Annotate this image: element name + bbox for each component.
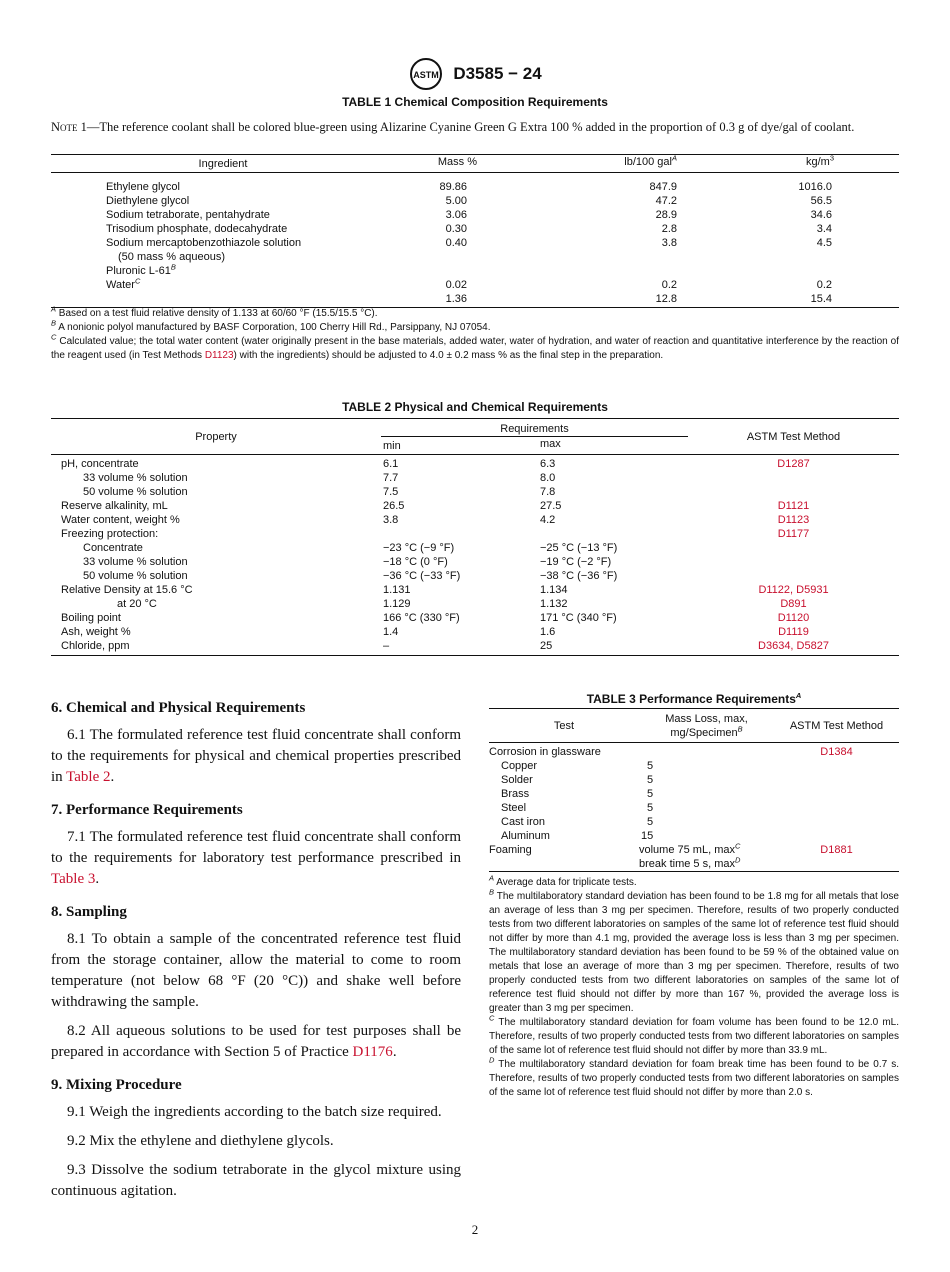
table-row: Corrosion in glassware D1384 xyxy=(489,743,899,760)
page-header xyxy=(0,56,950,92)
table-row: Freezing protection: D1177 xyxy=(51,527,899,541)
section-6-title: 6. Chemical and Physical Requirements xyxy=(51,700,306,716)
link-d1123[interactable]: D1123 xyxy=(204,350,234,361)
col-requirements: Requirements xyxy=(381,419,688,437)
footnote: $^C$ Calculated value; the total water content (water originally present in the base materials, added water, water of hydration, and water of reaction and quantitative interference by the reaction of the reagent used (in Test Methods D1123) with the ingredients) should be adjusted to 4.0 ± 0.2 mass % as the final step in the preparation. xyxy=(51,332,899,361)
table-row: 33 volume % solution −18 °C (0 °F) −19 °C (−2 °F) xyxy=(51,555,899,569)
section-9-title: 9. Mixing Procedure xyxy=(51,1077,182,1093)
table-row: (50 mass % aqueous) xyxy=(118,251,225,263)
table-row: Chloride, ppm – 25 D3634, D5827 xyxy=(51,639,899,656)
col-max: max xyxy=(538,437,688,455)
test-method-link[interactable]: D1287 xyxy=(777,458,810,470)
table-row: Trisodium phosphate, dodecahydrate 0.30 2.8 3.4 xyxy=(106,223,832,235)
footnote: $^D$ The multilaboratory standard deviation for foam break time has been found to be 0.7 s. Therefore, results of two properly conducted tests from two different laboratories on samples of the same lot of reference test fluid should not differ by more than 2.0 s. xyxy=(489,1055,899,1098)
test-method-link[interactable]: D1122, D5931 xyxy=(758,584,829,596)
section-8-title: 8. Sampling xyxy=(51,904,127,920)
section-7-title: 7. Performance Requirements xyxy=(51,802,243,818)
table1-title: TABLE 1 Chemical Composition Requirements xyxy=(342,95,608,109)
para-9-2: 9.2 Mix the ethylene and diethylene glycols. xyxy=(67,1133,334,1149)
note-label: Note 1 xyxy=(51,120,87,134)
test-method-link[interactable]: D1119 xyxy=(778,626,809,638)
link-d1384[interactable]: D1384 xyxy=(820,746,853,758)
table1 xyxy=(51,154,899,308)
link-table-2[interactable]: Table 2 xyxy=(66,769,111,785)
table-row: Aluminum 15 xyxy=(501,830,654,842)
table-row: 50 volume % solution 7.5 7.8 xyxy=(51,485,899,499)
astm-logo-icon xyxy=(408,56,444,92)
test-method-link[interactable]: D891 xyxy=(780,598,807,610)
sections-column xyxy=(51,700,461,1210)
col-ingredient: Ingredient xyxy=(198,158,248,170)
para-8-2: 8.2 All aqueous solutions to be used for test purposes shall be prepared in accordance with Section 5 of Practice D1176. xyxy=(51,1023,461,1060)
table-row: Reserve alkalinity, mL 26.5 27.5 D1121 xyxy=(51,499,899,513)
test-method-link[interactable] xyxy=(688,541,899,555)
table-row: Cast iron 5 xyxy=(501,816,654,828)
test-method-link[interactable]: D1120 xyxy=(777,612,810,624)
note-text: —The reference coolant shall be colored blue-green using Alizarine Cyanine Green G Extra 100 % added in the proportion of 0.3 g of dye/gal of coolant. xyxy=(86,120,855,134)
table2 xyxy=(51,418,899,656)
footnote: $^A$ Based on a test fluid relative density of 1.133 at 60/60 °F (15.5/15.5 °C). xyxy=(51,304,378,319)
table-row: Sodium mercaptobenzothiazole solution 0.40 3.8 4.5 xyxy=(106,237,832,249)
footnote: $^C$ The multilaboratory standard deviation for foam volume has been found to be 12.0 mL. Therefore, results of two properly conducted tests from two different laboratories on samples of the same lot of reference test fluid should not differ by more than 33.9 mL. xyxy=(489,1013,899,1056)
table3 xyxy=(489,708,899,872)
table-row: Diethylene glycol 5.00 47.2 56.5 xyxy=(106,195,832,207)
test-method-link[interactable]: D1121 xyxy=(777,500,810,512)
col-kg: $kg/m^3$ xyxy=(805,153,834,168)
table2-title: TABLE 2 Physical and Chemical Requirements xyxy=(342,400,608,414)
test-method-link[interactable]: D1123 xyxy=(777,514,810,526)
col-lb: lb/100 gal$^A$ xyxy=(624,153,677,168)
page-number: 2 xyxy=(471,1222,479,1237)
para-7-1: 7.1 The formulated reference test fluid concentrate shall conform to the requirements for laboratory test performance prescribed in Table 3. xyxy=(51,829,461,887)
test-method-link[interactable]: D3634, D5827 xyxy=(758,640,829,652)
svg-text:ASTM: ASTM xyxy=(413,70,440,80)
table-row: Foaming volume 75 mL, $\max^C$ break time 5 s, $\max^D$ D1881 xyxy=(489,843,899,872)
table3-footnotes xyxy=(489,873,899,1100)
col-test: Test xyxy=(553,719,575,732)
para-8-1: 8.1 To obtain a sample of the concentrated reference test fluid from the storage container, allow the material to come to room temperature (not below 68 °F (20 °C)) and shake well before withdrawing the sample. xyxy=(51,931,461,1010)
footnote: $^B$ A nonionic polyol manufactured by BASF Corporation, 100 Cherry Hill Rd., Parsippany, NJ 07054. xyxy=(51,318,491,333)
table-row: Sodium tetraborate, pentahydrate 3.06 28.9 34.6 xyxy=(106,209,832,221)
table-row: Brass 5 xyxy=(501,788,654,800)
table-row: 33 volume % solution 7.7 8.0 xyxy=(51,471,899,485)
para-9-3: 9.3 Dissolve the sodium tetraborate in the glycol mixture using continuous agitation. xyxy=(51,1162,461,1199)
document-code: D3585 − 24 xyxy=(453,64,542,83)
table-row: 1.36 12.8 15.4 xyxy=(51,292,899,308)
test-method-link[interactable] xyxy=(688,485,899,499)
table-row: 50 volume % solution −36 °C (−33 °F) −38 °C (−36 °F) xyxy=(51,569,899,583)
table-row: Boiling point 166 °C (330 °F) 171 °C (340 °F) D1120 xyxy=(51,611,899,625)
table-row: Water content, weight % 3.8 4.2 D1123 xyxy=(51,513,899,527)
table-row: pH, concentrate 6.1 6.3 D1287 xyxy=(51,455,899,472)
col-min: min xyxy=(381,437,538,455)
table-row: Pluronic $L-61^B$ xyxy=(106,262,176,277)
col-mass: Mass % xyxy=(437,156,477,168)
table-row: Water$^C$ 0.02 0.2 0.2 xyxy=(106,276,832,291)
link-table-3[interactable]: Table 3 xyxy=(51,871,96,887)
table-row: Concentrate −23 °C (−9 °F) −25 °C (−13 °F) xyxy=(51,541,899,555)
table-row: Ethylene glycol 89.86 847.9 1016.0 xyxy=(106,181,832,193)
col-property: Property xyxy=(51,419,381,455)
para-9-1: 9.1 Weigh the ingredients according to the batch size required. xyxy=(67,1104,442,1120)
table-row: at 20 °C 1.129 1.132 D891 xyxy=(51,597,899,611)
table1-footnotes xyxy=(51,304,899,363)
test-method-link[interactable] xyxy=(688,471,899,485)
test-method-link[interactable] xyxy=(688,569,899,583)
footnote: $^A$ Average data for triplicate tests. xyxy=(489,873,637,888)
col-method: ASTM Test Method xyxy=(789,719,884,732)
table3-title: TABLE 3 Performance Requirements$^A$ xyxy=(586,691,802,706)
table-row: Ash, weight % 1.4 1.6 D1119 xyxy=(51,625,899,639)
table-row: Copper 5 xyxy=(501,760,654,772)
col-mass-loss: Mass Loss, max, mg/Specimen$^B$ xyxy=(665,713,748,739)
footnote: $^B$ The multilaboratory standard deviation has been found to be 1.8 mg for all metals that lose an average of less than 3 mg per specimen. Therefore, results of two properly conducted tests from two different laboratories on samples of the same lot of reference test fluid should not differ by more than 4.1 mg, provided the average loss is less than 3 mg per specimen. The multilaboratory standard deviation has been found to be 59 % of the obtained value on metals that lose an average of more than 3 mg per specimen. Therefore, results of two properly conducted tests from two different laboratories on samples of the same lot of reference test fluid should not differ by more than 167 %, provided the average loss is greater than 3 mg per specimen. xyxy=(489,887,899,1014)
test-method-link[interactable] xyxy=(688,555,899,569)
table-row: Solder 5 xyxy=(501,774,654,786)
table-row: Relative Density at 15.6 °C 1.131 1.134 D1122, D5931 xyxy=(51,583,899,597)
link-d1881[interactable]: D1881 xyxy=(820,844,853,856)
link-d1176[interactable]: D1176 xyxy=(352,1044,393,1060)
col-method: ASTM Test Method xyxy=(688,419,899,455)
table-row: Steel 5 xyxy=(501,802,654,814)
para-6-1: 6.1 The formulated reference test fluid concentrate shall conform to the requirements for physical and chemical properties prescribed in Table 2. xyxy=(51,727,461,785)
table1-header-row xyxy=(51,155,899,173)
table1-note xyxy=(51,119,899,135)
test-method-link[interactable]: D1177 xyxy=(777,528,810,540)
